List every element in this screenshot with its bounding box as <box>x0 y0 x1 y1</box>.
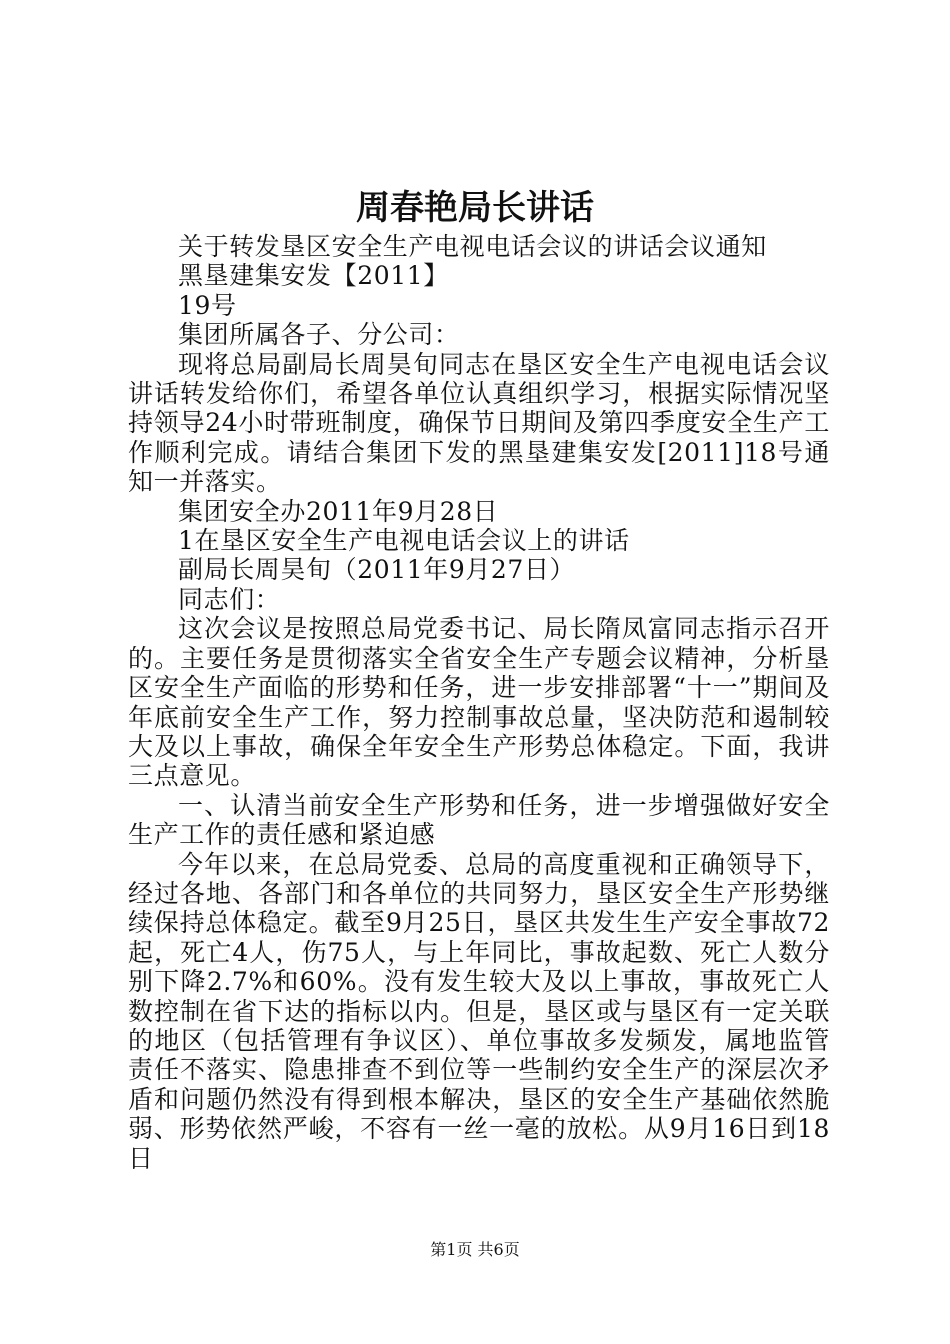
paragraph-recipients: 集团所属各子、分公司： <box>178 320 460 350</box>
page-footer: 第1页 共6页 <box>430 1240 520 1259</box>
paragraph-speech-title: 1在垦区安全生产电视电话会议上的讲话 <box>178 526 630 556</box>
paragraph-salutation: 同志们： <box>178 584 281 614</box>
paragraph-doc-number: 黑垦建集安发【2011】 <box>178 261 449 291</box>
paragraph-notice-signature: 集团安全办2011年9月28日 <box>178 496 499 526</box>
paragraph-section-heading: 一、认清当前安全生产形势和任务，进一步增强做好安全生产工作的责任感和紧迫感 <box>128 790 830 850</box>
paragraph-speaker: 副局长周昊旬（2011年9月27日） <box>178 555 576 585</box>
paragraph-notice-body: 现将总局副局长周昊旬同志在垦区安全生产电视电话会议讲话转发给你们，希望各单位认真组织学习，根据实际情况坚持领导24小时带班制度，确保节日期间及第四季度安全生产工作顺利完成。请结合集团下发的黑垦建集安发[2011]18号通知一并落实。 <box>128 349 830 497</box>
paragraph-section-body: 今年以来，在总局党委、总局的高度重视和正确领导下，经过各地、各部门和各单位的共同努力，垦区安全生产形势继续保持总体稳定。截至9月25日，垦区共发生生产安全事故72起，死亡4人，伤75人，与上年同比，事故起数、死亡人数分别下降2.7%和60%。没有发生较大及以上事故，事故死亡人数控制在省下达的指标以内。但是，垦区或与垦区有一定关联的地区（包括管理有争议区）、单位事故多发频发，属地监管责任不落实、隐患排查不到位等一些制约安全生产的深层次矛盾和问题仍然没有得到根本解决，垦区的安全生产基础依然脆弱、形势依然严峻，不容有一丝一毫的放松。从9月16日到18日 <box>128 849 830 1173</box>
paragraph-doc-number-suffix: 19号 <box>178 290 237 320</box>
paragraph-intro: 这次会议是按照总局党委书记、局长隋凤富同志指示召开的。主要任务是贯彻落实全省安全生产专题会议精神，分析垦区安全生产面临的形势和任务，进一步安排部署“十一”期间及年底前安全生产工作，努力控制事故总量，坚决防范和遏制较大及以上事故，确保全年安全生产形势总体稳定。下面，我讲三点意见。 <box>128 614 830 791</box>
paragraph-notice-title: 关于转发垦区安全生产电视电话会议的讲话会议通知 <box>178 232 767 261</box>
document-body <box>128 232 830 1173</box>
document-title: 周春艳局长讲话 <box>356 188 594 228</box>
